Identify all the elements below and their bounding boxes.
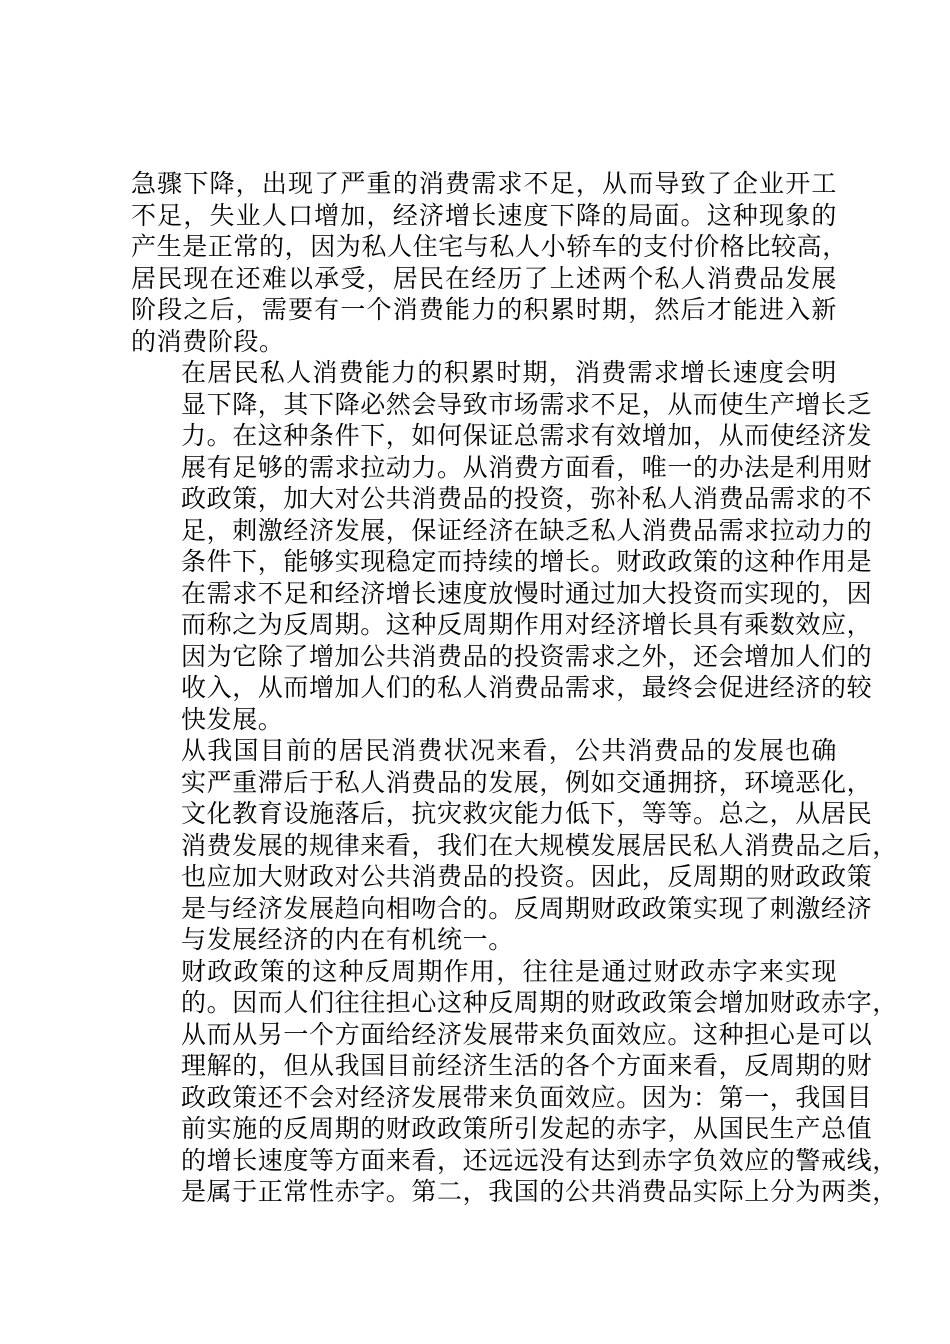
text-line: 快发展。 [181, 704, 284, 734]
text-line: 在居民私人消费能力的积累时期，消费需求增长速度会明 [181, 358, 837, 387]
document-body [131, 168, 898, 1208]
text-line: 不足，失业人口增加，经济增长速度下降的局面。这种现象的 [131, 200, 837, 230]
text-line: 的消费阶段。 [131, 326, 285, 356]
text-line: 的增长速度等方面来看，还远远没有达到赤字负效应的警戒线， [181, 1145, 898, 1175]
text-line: 消费发展的规律来看，我们在大规模发展居民私人消费品之后， [181, 830, 898, 860]
text-line: 从我国目前的居民消费状况来看，公共消费品的发展也确 [181, 736, 837, 765]
text-line: 收入，从而增加人们的私人消费品需求，最终会促进经济的较 [181, 673, 873, 702]
text-line: 是与经济发展趋向相吻合的。反周期财政政策实现了刺激经济 [181, 893, 873, 923]
text-line: 在需求不足和经济增长速度放慢时通过加大投资而实现的，因 [181, 578, 873, 608]
text-line: 产生是正常的，因为私人住宅与私人小轿车的支付价格比较高， [131, 232, 848, 261]
text-line: 居民现在还难以承受，居民在经历了上述两个私人消费品发展 [131, 263, 837, 293]
paragraph-4 [131, 956, 898, 1208]
text-line: 阶段之后，需要有一个消费能力的积累时期，然后才能进入新 [131, 295, 837, 324]
text-line: 展有足够的需求拉动力。从消费方面看，唯一的办法是利用财 [181, 452, 873, 482]
text-line: 实严重滞后于私人消费品的发展，例如交通拥挤，环境恶化， [181, 767, 873, 797]
text-line: 条件下，能够实现稳定而持续的增长。财政政策的这种作用是 [181, 547, 873, 576]
text-line: 是属于正常性赤字。第二，我国的公共消费品实际上分为两类， [181, 1177, 898, 1206]
paragraph-1 [131, 168, 848, 357]
text-line: 力。在这种条件下，如何保证总需求有效增加，从而使经济发 [181, 421, 873, 450]
text-line: 理解的，但从我国目前经济生活的各个方面来看，反周期的财 [181, 1051, 873, 1080]
text-line: 文化教育设施落后，抗灾救灾能力低下，等等。总之，从居民 [181, 799, 873, 828]
text-line: 而称之为反周期。这种反周期作用对经济增长具有乘数效应， [181, 610, 873, 639]
text-line: 显下降，其下降必然会导致市场需求不足，从而使生产增长乏 [181, 389, 873, 419]
text-line: 也应加大财政对公共消费品的投资。因此，反周期的财政政策 [181, 862, 873, 891]
text-line: 前实施的反周期的财政政策所引发起的赤字，从国民生产总值 [181, 1114, 873, 1143]
text-line: 从而从另一个方面给经济发展带来负面效应。这种担心是可以 [181, 1019, 873, 1049]
text-line: 急骤下降，出现了严重的消费需求不足，从而导致了企业开工 [131, 169, 837, 198]
text-line: 因为它除了增加公共消费品的投资需求之外，还会增加人们的 [181, 641, 873, 671]
text-line: 的。因而人们往往担心这种反周期的财政政策会增加财政赤字， [181, 988, 898, 1017]
text-line: 财政政策的这种反周期作用，往往是通过财政赤字来实现 [181, 956, 837, 986]
text-line: 政政策还不会对经济发展带来负面效应。因为：第一，我国目 [181, 1082, 873, 1112]
text-line: 政政策，加大对公共消费品的投资，弥补私人消费品需求的不 [181, 484, 873, 513]
text-line: 足，刺激经济发展，保证经济在缺乏私人消费品需求拉动力的 [181, 515, 873, 545]
paragraph-3 [131, 735, 898, 956]
text-line: 与发展经济的内在有机统一。 [181, 925, 514, 954]
paragraph-2 [131, 357, 873, 735]
